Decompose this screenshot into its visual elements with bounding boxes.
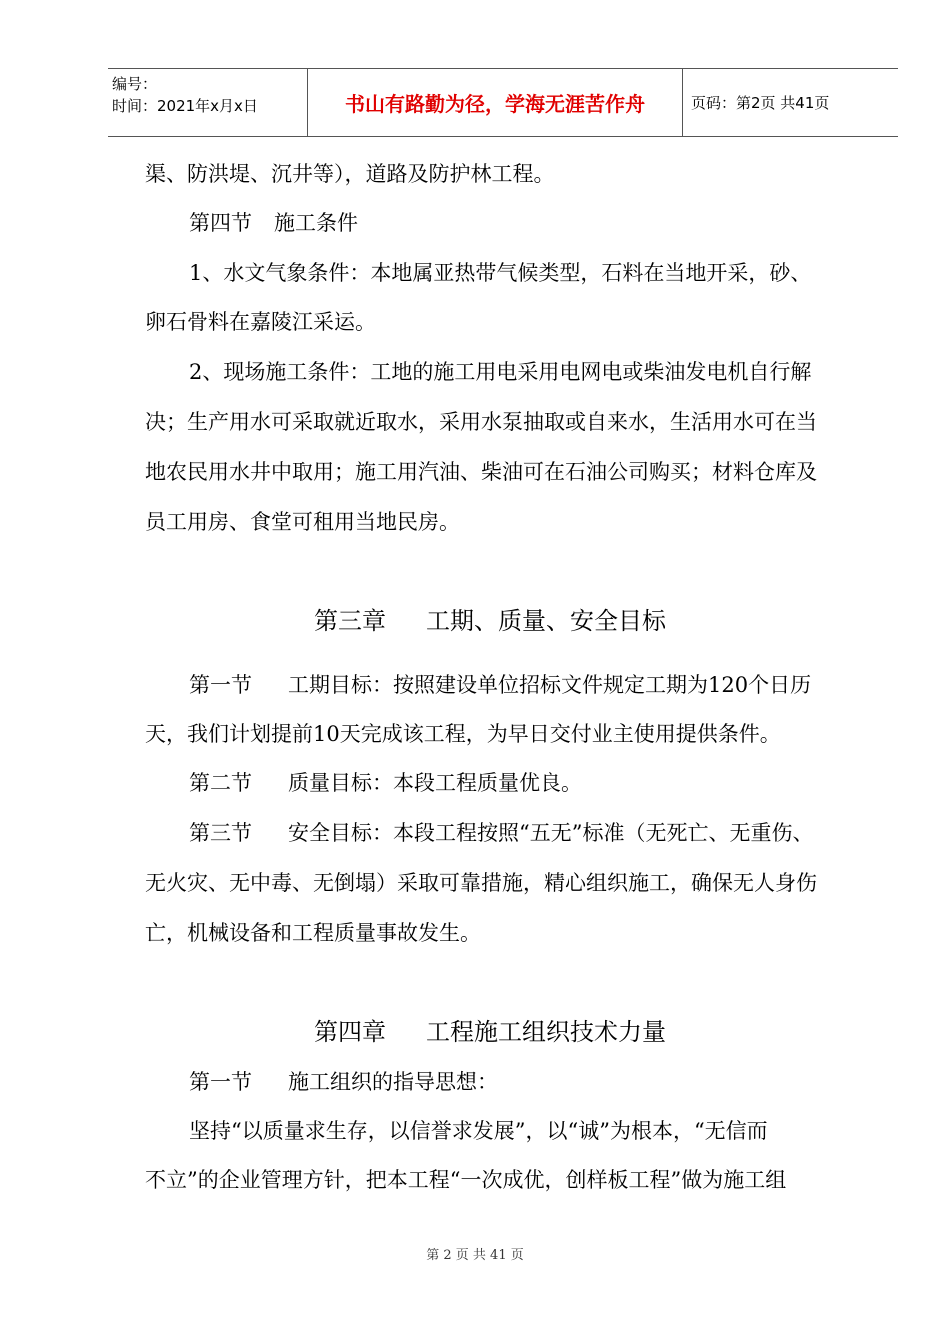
paragraph-line: 亡，机械设备和工程质量事故发生。 <box>145 921 481 945</box>
section-text: 施工组织的指导思想： <box>288 1070 498 1094</box>
paragraph-line: 不立”的企业管理方针，把本工程“一次成优，创样板工程”做为施工组 <box>145 1168 787 1192</box>
paragraph-line: 卵石骨料在嘉陵江采运。 <box>145 310 376 334</box>
paragraph-line: 渠、防洪堤、沉井等），道路及防护林工程。 <box>145 162 555 186</box>
time-label: 时间：2021年x月x日 <box>112 97 258 115</box>
section-number: 第二节 <box>189 771 252 795</box>
paragraph-line <box>189 671 811 699</box>
paragraph-line <box>189 1068 498 1096</box>
number-label: 编号： <box>112 75 158 93</box>
paragraph-line: 员工用房、食堂可租用当地民房。 <box>145 510 460 534</box>
section-text: 工期目标：按照建设单位招标文件规定工期为120个日历 <box>288 673 812 697</box>
paragraph-line: 坚持“以质量求生存，以信誉求发展”，以“诚”为根本，“无信而 <box>189 1119 768 1143</box>
paragraph-line <box>189 769 582 797</box>
section-text: 质量目标：本段工程质量优良。 <box>288 771 582 795</box>
paragraph-line: 地农民用水井中取用；施工用汽油、柴油可在石油公司购买；材料仓库及 <box>145 460 817 484</box>
page-footer: 第 2 页 共 41 页 <box>426 1248 524 1263</box>
paragraph-line: 决；生产用水可采取就近取水，采用水泵抽取或自来水，生活用水可在当 <box>145 410 817 434</box>
chapter-number: 第三章 <box>314 607 386 635</box>
document-header <box>108 68 898 137</box>
paragraph-line <box>189 819 813 847</box>
chapter-title: 工期、质量、安全目标 <box>426 607 666 635</box>
header-motto: 书山有路勤为径，学海无涯苦作舟 <box>308 69 683 136</box>
chapter-heading <box>145 605 835 637</box>
chapter-heading <box>145 1016 835 1048</box>
section-number: 第三节 <box>189 821 252 845</box>
section-number: 第一节 <box>189 1070 252 1094</box>
paragraph-line: 无火灾、无中毒、无倒塌）采取可靠措施，精心组织施工，确保无人身伤 <box>145 871 817 895</box>
paragraph-line: 1、水文气象条件：本地属亚热带气候类型，石料在当地开采，砂、 <box>189 261 812 285</box>
section-text: 安全目标：本段工程按照“五无”标准（无死亡、无重伤、 <box>288 821 814 845</box>
paragraph-line: 天，我们计划提前10天完成该工程，为早日交付业主使用提供条件。 <box>145 722 781 746</box>
section-heading <box>189 209 358 237</box>
paragraph-line: 2、现场施工条件：工地的施工用电采用电网电或柴油发电机自行解 <box>189 360 812 384</box>
header-meta <box>108 69 308 136</box>
chapter-number: 第四章 <box>314 1018 386 1046</box>
section-title: 施工条件 <box>274 211 358 235</box>
section-number: 第四节 <box>189 211 252 235</box>
chapter-title: 工程施工组织技术力量 <box>426 1018 666 1046</box>
section-number: 第一节 <box>189 673 252 697</box>
header-page-info: 页码：第2页 共41页 <box>691 94 830 112</box>
